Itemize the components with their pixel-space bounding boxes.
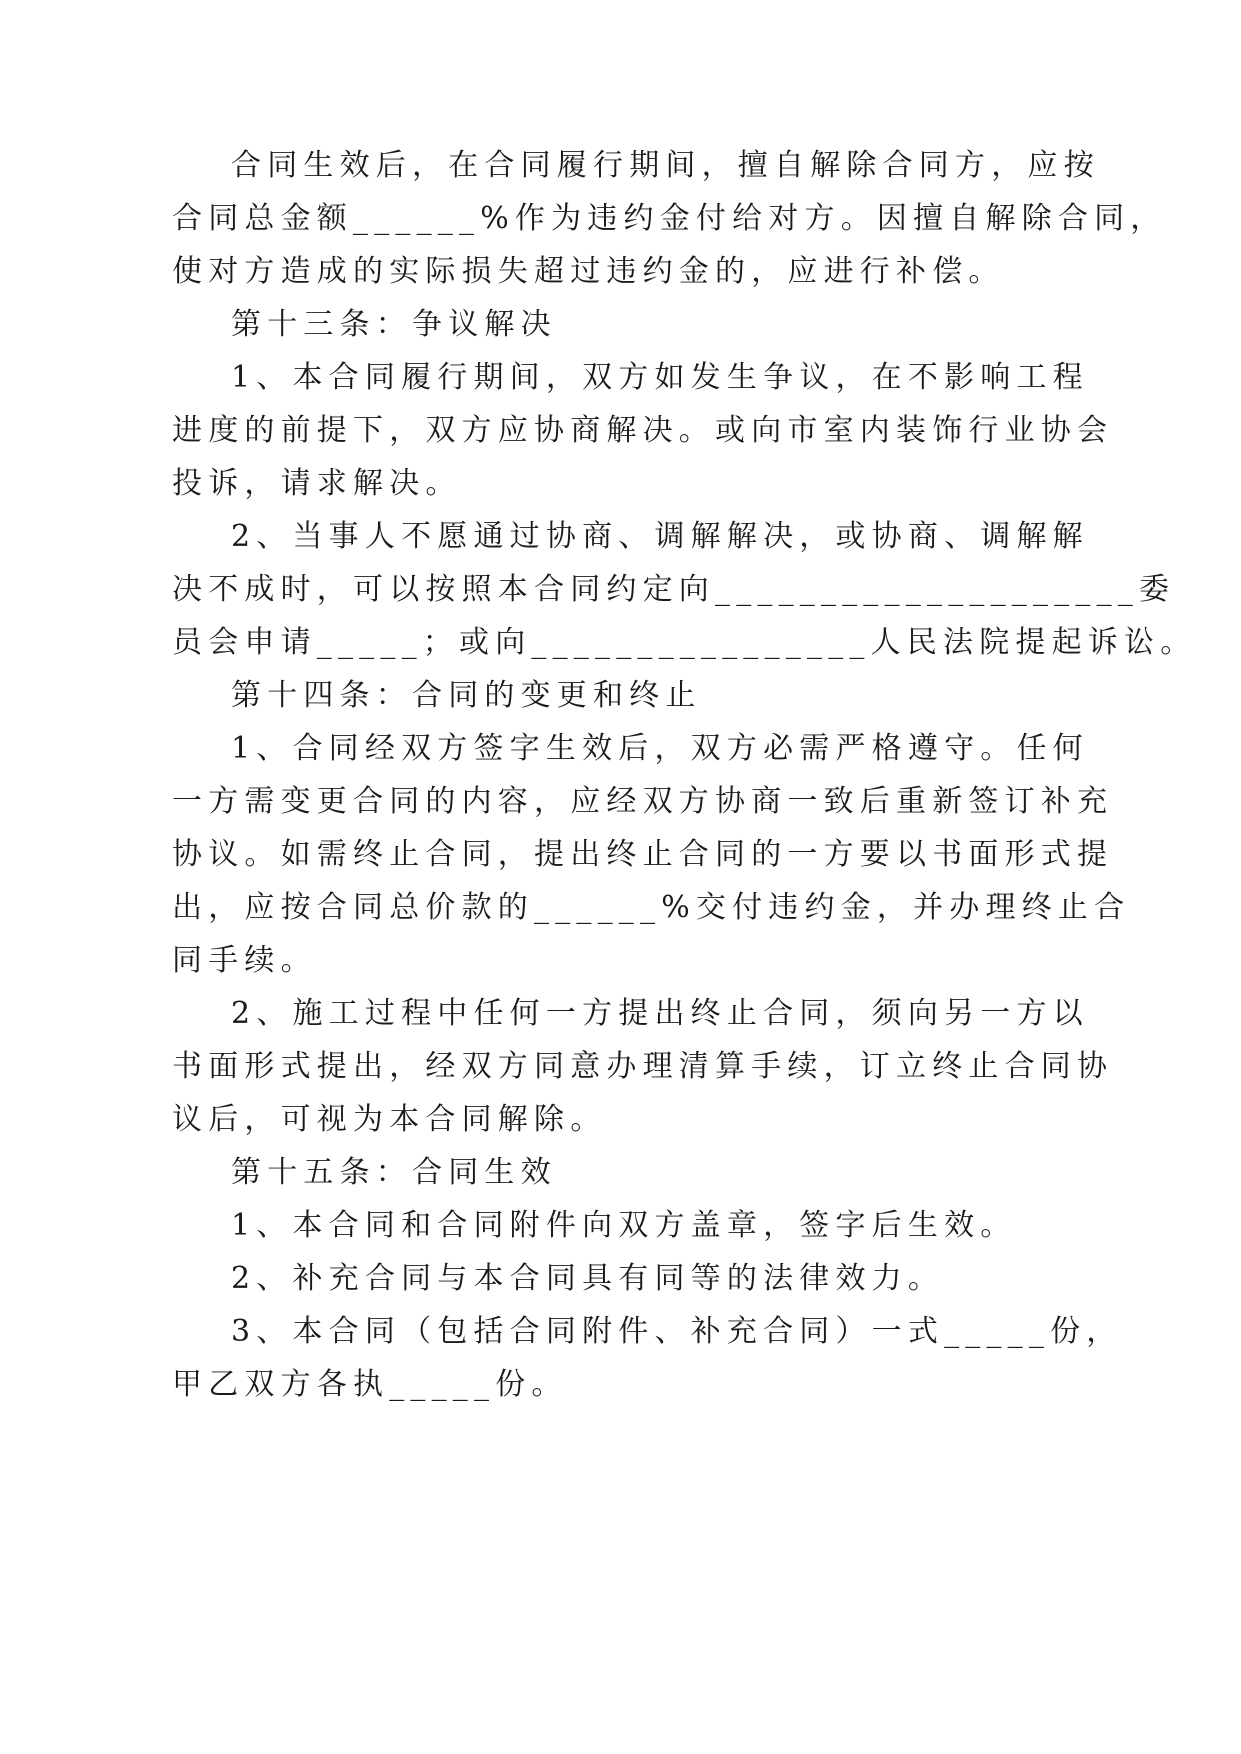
paragraph-line: 协议。如需终止合同，提出终止合同的一方要以书面形式提 <box>172 837 1114 872</box>
paragraph-line: 1、合同经双方签字生效后，双方必需严格遵守。任何 <box>231 731 1089 766</box>
paragraph-line: 书面形式提出，经双方同意办理清算手续，订立终止合同协 <box>172 1049 1114 1084</box>
paragraph-line: 2、当事人不愿通过协商、调解解决，或协商、调解解 <box>231 519 1089 554</box>
paragraph-line: 进度的前提下，双方应协商解决。或向市室内装饰行业协会 <box>172 413 1114 448</box>
paragraph-line: 同手续。 <box>172 943 317 978</box>
paragraph-line: 1、本合同履行期间，双方如发生争议，在不影响工程 <box>231 360 1089 395</box>
article-heading: 第十三条：争议解决 <box>231 307 557 342</box>
paragraph-line: 决不成时，可以按照本合同约定向____________________委 <box>172 572 1176 607</box>
paragraph-line: 议后，可视为本合同解除。 <box>172 1102 607 1137</box>
paragraph-line: 1、本合同和合同附件向双方盖章，签字后生效。 <box>231 1208 1017 1243</box>
paragraph-line: 使对方造成的实际损失超过违约金的，应进行补偿。 <box>172 254 1005 289</box>
paragraph-line: 甲乙双方各执_____份。 <box>172 1367 568 1402</box>
paragraph-line: 投诉，请求解决。 <box>172 466 462 501</box>
paragraph-line: 员会申请_____；或向________________人民法院提起诉讼。 <box>172 625 1197 660</box>
article-heading: 第十四条：合同的变更和终止 <box>231 678 702 713</box>
paragraph-line: 合同生效后，在合同履行期间，擅自解除合同方，应按 <box>231 148 1100 183</box>
paragraph-line: 一方需变更合同的内容，应经双方协商一致后重新签订补充 <box>172 784 1114 819</box>
paragraph-line: 3、本合同（包括合同附件、补充合同）一式_____份， <box>231 1314 1123 1349</box>
paragraph-line: 2、补充合同与本合同具有同等的法律效力。 <box>231 1261 945 1296</box>
paragraph-line: 出，应按合同总价款的______%交付违约金，并办理终止合 <box>172 890 1131 925</box>
paragraph-line: 2、施工过程中任何一方提出终止合同，须向另一方以 <box>231 996 1089 1031</box>
paragraph-line: 合同总金额______%作为违约金付给对方。因擅自解除合同， <box>172 201 1167 236</box>
article-heading: 第十五条：合同生效 <box>231 1155 557 1190</box>
